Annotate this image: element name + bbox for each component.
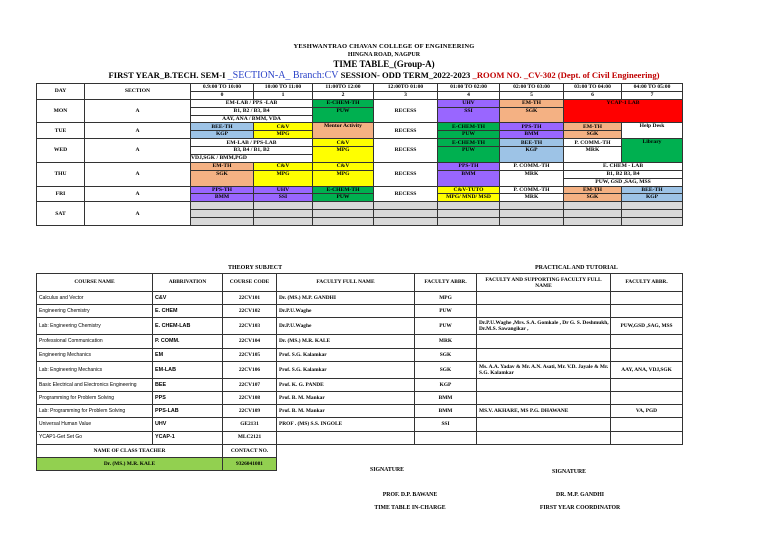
course-abbr: UHV	[153, 418, 223, 431]
course-row	[37, 318, 683, 335]
practical-abbr	[611, 431, 683, 444]
sat-slot1	[254, 202, 313, 210]
course-code: 22CV108	[223, 391, 277, 404]
page-title: TIME TABLE_(Group-A)	[333, 59, 435, 69]
mon-slot67: YCAP-1 LAB	[564, 99, 683, 123]
course-name-header: COURSE NAME	[37, 274, 153, 292]
practical-abbr	[611, 348, 683, 361]
course-code: 22CV104	[223, 335, 277, 348]
wed-slot5-fac: KGP	[500, 147, 564, 163]
mon-slot2: E-CHEM-TH	[313, 99, 374, 107]
practical-faculty: Dr.P.U.Waghe ,Mrs. S.A. Gomkale , Dr G. S. Deshmukh, Dr.M.S. Sawangikar ,	[477, 318, 611, 335]
fri-slot1-fac: SSI	[254, 194, 313, 202]
fri-slot7-fac: KGP	[622, 194, 683, 202]
faculty-abbr: BMM	[415, 391, 477, 404]
class-teacher-name: Dr. (MS.) M.R. KALE	[37, 457, 223, 470]
course-code: MLC2121	[223, 431, 277, 444]
col-day: DAY	[37, 84, 85, 100]
col-t6: 03:00 TO 04:00	[564, 84, 622, 92]
col-t4: 01:00 TO 02:00	[438, 84, 500, 92]
col-t2: 11:00TO 12:00	[313, 84, 374, 92]
course-name: Engineering Mechanics	[37, 348, 153, 361]
mon-slot2-fac: PUW	[313, 107, 374, 123]
thu-slot0-fac: SGK	[191, 170, 254, 186]
tue-slot5: PPS-TH	[500, 123, 564, 131]
course-abbr: C&V	[153, 292, 223, 305]
faculty-abbr: PUW	[415, 305, 477, 318]
course-row	[37, 431, 683, 444]
course-abbr: E. CHEM	[153, 305, 223, 318]
fri-slot4-fac: MPG/ MND/ MSD	[438, 194, 500, 202]
tue-recess: RECESS	[374, 123, 438, 139]
col-n7: 7	[622, 91, 683, 99]
signature-label-2: SIGNATURE	[552, 469, 587, 475]
day-sat: SAT	[37, 202, 85, 226]
wed-lab-batches: B3, B4 / B1, B2	[191, 147, 313, 155]
section-thu: A	[85, 162, 191, 186]
faculty-abbr-header: FACULTY ABBR.	[415, 274, 477, 292]
tue-slot5-fac: BMM	[500, 131, 564, 139]
practical-faculty: Ms. A.A. Yadav & Mr. A.N. Asati, Mr. V.D. Jayale & Mr. S.G. Kalamkar	[477, 361, 611, 378]
course-row	[37, 292, 683, 305]
faculty-name: Prof. K. G. PANDE	[277, 378, 415, 391]
fri-slot0: PPS-TH	[191, 186, 254, 194]
course-name: Lab: Engineering Chemistry	[37, 318, 153, 335]
tue-slot6-fac: SGK	[564, 131, 622, 139]
practical-faculty	[477, 391, 611, 404]
thu-slot1: C&V	[254, 162, 313, 170]
course-name: Lab: Engineering Mechanics	[37, 361, 153, 378]
course-abbr: PPS	[153, 391, 223, 404]
practical-abbr	[611, 305, 683, 318]
subtitle-section: _SECTION-A_ Branch:CV	[227, 70, 339, 81]
col-n0: 0	[191, 91, 254, 99]
wed-slot6: P. COMM.-TH	[564, 139, 622, 147]
col-t1: 10:00 TO 11:00	[254, 84, 313, 92]
mon-slot5: EM-TH	[500, 99, 564, 107]
faculty-abbr: MRK	[415, 335, 477, 348]
coordinator-role: FIRST YEAR COORDINATOR	[539, 505, 621, 511]
tue-slot2: Mentor Activity	[313, 123, 374, 139]
faculty-abbr: PUW	[415, 318, 477, 335]
day-fri: FRI	[37, 186, 85, 202]
mon-recess: RECESS	[374, 99, 438, 123]
fri-slot7: BEE-TH	[622, 186, 683, 194]
fri-slot2-fac: PUW	[313, 194, 374, 202]
sat-slot0	[191, 202, 254, 210]
thu-slot4-fac: BMM	[438, 170, 500, 186]
col-t0: 0.9:00 TO 10:00	[191, 84, 254, 92]
col-n5: 5	[500, 91, 564, 99]
tue-slot6: EM-TH	[564, 123, 622, 131]
course-name: Basic Electrical and Electronics Engineering	[37, 378, 153, 391]
course-abbr: PPS-LAB	[153, 405, 223, 418]
course-code: 22CV103	[223, 318, 277, 335]
timetable-grid	[36, 83, 683, 226]
signature-label-1: SIGNATURE	[370, 467, 405, 473]
sat-slot5	[500, 202, 564, 210]
practical-abbr	[611, 292, 683, 305]
wed-slot2: C&V	[313, 139, 374, 147]
course-row	[37, 305, 683, 318]
faculty-abbr: KGP	[415, 378, 477, 391]
col-n6: 6	[564, 91, 622, 99]
practical-faculty	[477, 431, 611, 444]
col-t7: 04:00 TO 05:00	[622, 84, 683, 92]
thu-slot5-fac: MRK	[500, 170, 564, 186]
fri-recess: RECESS	[374, 186, 438, 202]
mon-lab-batches: B1, B2 / B3, B4	[191, 107, 313, 115]
faculty-name: Dr.P.U.Waghe	[277, 318, 415, 335]
code-header: COURSE CODE	[223, 274, 277, 292]
faculty-abbr: BMM	[415, 405, 477, 418]
section-mon: A	[85, 99, 191, 123]
col-n1: 1	[254, 91, 313, 99]
tue-slot4: E-CHEM-TH	[438, 123, 500, 131]
fri-slot5-fac: MRK	[500, 194, 564, 202]
practical-faculty	[477, 348, 611, 361]
fri-slot0-fac: BMM	[191, 194, 254, 202]
coordinator-name: DR. M.P. GANDHI	[556, 492, 604, 498]
practical-abbr	[611, 391, 683, 404]
class-teacher-label: NAME OF CLASS TEACHER	[37, 444, 223, 457]
practical-abbr-header: FACULTY ABBR.	[611, 274, 683, 292]
theory-subject-label: THEORY SUBJECT	[228, 265, 283, 271]
course-row	[37, 405, 683, 418]
faculty-name: Dr. (MS.) M.P. GANDHI	[277, 292, 415, 305]
course-abbr: P. COMM.	[153, 335, 223, 348]
practical-faculty-header: FACULTY AND SUPPORTING FACULTY FULL NAME	[477, 274, 611, 292]
sat-slot6	[564, 202, 622, 210]
col-t5: 02:00 TO 03:00	[500, 84, 564, 92]
sat-slot7	[622, 202, 683, 210]
course-code: 22CV102	[223, 305, 277, 318]
thu-slot4: PPS-TH	[438, 162, 500, 170]
day-mon: MON	[37, 99, 85, 123]
contact-label: CONTACT NO.	[223, 444, 277, 457]
course-code: GE2131	[223, 418, 277, 431]
course-abbr: E. CHEM-LAB	[153, 318, 223, 335]
wed-recess: RECESS	[374, 139, 438, 163]
incharge-role: TIME TABLE IN-CHARGE	[374, 505, 446, 511]
section-fri: A	[85, 186, 191, 202]
tue-slot1-fac: MPG	[254, 131, 313, 139]
mon-slot4: UHV	[438, 99, 500, 107]
wed-lab-fac: VDJ,SGK / BMM,PGD	[191, 155, 313, 163]
course-name: Programming for Problem Solving	[37, 391, 153, 404]
college-address: HINGNA ROAD, NAGPUR	[347, 52, 421, 58]
course-code: 22CV109	[223, 405, 277, 418]
subtitle-year: FIRST YEAR_B.TECH. SEM-I	[108, 70, 228, 80]
col-t3: 12:00TO 01:00	[374, 84, 438, 92]
course-abbr: EM-LAB	[153, 361, 223, 378]
thu-lab-batches: B1, B2 B3, B4	[564, 170, 683, 178]
practical-abbr	[611, 418, 683, 431]
col-n2: 2	[313, 91, 374, 99]
col-n4: 4	[438, 91, 500, 99]
course-name: Calculus and Vector	[37, 292, 153, 305]
course-name: Professional Communication	[37, 335, 153, 348]
subtitle-session: SESSION- ODD TERM_2022-2023	[338, 70, 473, 80]
practical-faculty	[477, 335, 611, 348]
tue-slot1: C&V	[254, 123, 313, 131]
practical-abbr	[611, 378, 683, 391]
practical-abbr: VA, PGD	[611, 405, 683, 418]
wed-slot7: Library	[622, 139, 683, 163]
course-row	[37, 378, 683, 391]
section-tue: A	[85, 123, 191, 139]
course-name: Universal Human Value	[37, 418, 153, 431]
wed-slot4-fac: PUW	[438, 147, 500, 163]
college-name: YESHWANTRAO CHAVAN COLLEGE OF ENGINEERING	[293, 43, 475, 50]
faculty-name	[277, 431, 415, 444]
thu-recess: RECESS	[374, 162, 438, 186]
abbr-header: ABBRIVATION	[153, 274, 223, 292]
faculty-abbr: SGK	[415, 361, 477, 378]
practical-faculty	[477, 305, 611, 318]
course-name: YCAP1-Get Set Go	[37, 431, 153, 444]
practical-faculty	[477, 418, 611, 431]
course-row	[37, 361, 683, 378]
wed-slot4: E-CHEM-TH	[438, 139, 500, 147]
thu-slot1-fac: MPG	[254, 170, 313, 186]
mon-slot4-fac: SSI	[438, 107, 500, 123]
section-wed: A	[85, 139, 191, 163]
course-table	[36, 273, 683, 471]
fri-slot4: C&V-TUTO	[438, 186, 500, 194]
section-sat: A	[85, 202, 191, 226]
course-name: Lab: Programming for Problem Solving	[37, 405, 153, 418]
tue-slot4-fac: PUW	[438, 131, 500, 139]
fri-slot6: EM-TH	[564, 186, 622, 194]
faculty-abbr: SSI	[415, 418, 477, 431]
course-row	[37, 391, 683, 404]
course-row	[37, 348, 683, 361]
practical-abbr: PUW,GSD ,SAG, MSS	[611, 318, 683, 335]
thu-slot0: EM-TH	[191, 162, 254, 170]
practical-abbr	[611, 335, 683, 348]
thu-lab: E. CHEM - LAB	[564, 162, 683, 170]
contact-number: 9326041081	[223, 457, 277, 470]
faculty-header: FACULTY FULL NAME	[277, 274, 415, 292]
faculty-name: Prof. B. M. Mankar	[277, 405, 415, 418]
course-row	[37, 418, 683, 431]
practical-label: PRACTICAL AND TUTORIAL	[535, 265, 618, 271]
thu-slot5: P. COMM.-TH	[500, 162, 564, 170]
mon-lab-fac: AAY, ANA / BMM, VDA	[191, 115, 313, 123]
col-section: SECTION	[85, 84, 191, 100]
practical-abbr: AAY, ANA, VDJ,SGK	[611, 361, 683, 378]
mon-slot5-fac: SGK	[500, 107, 564, 123]
course-abbr: BEE	[153, 378, 223, 391]
course-name: Engineering Chemistry	[37, 305, 153, 318]
practical-faculty: MS.V. AKHARE, MS P.G. DHAWANE	[477, 405, 611, 418]
fri-slot2: E-CHEM-TH	[313, 186, 374, 194]
incharge-name: PROF. D.P. BAWANE	[382, 492, 438, 498]
faculty-name: Prof. S.G. Kalamkar	[277, 348, 415, 361]
day-wed: WED	[37, 139, 85, 163]
course-row	[37, 335, 683, 348]
faculty-abbr	[415, 431, 477, 444]
faculty-name: Dr.P.U.Waghe	[277, 305, 415, 318]
faculty-name: Prof. S.G. Kalamkar	[277, 361, 415, 378]
timetable-subtitle	[0, 70, 768, 81]
fri-slot6-fac: SGK	[564, 194, 622, 202]
faculty-abbr: MPG	[415, 292, 477, 305]
wed-slot2-fac: MPG	[313, 147, 374, 163]
sat-slot3	[374, 202, 438, 210]
faculty-name: Dr. (MS.) M.R. KALE	[277, 335, 415, 348]
faculty-name: PROF . (MS) S.S. INGOLE	[277, 418, 415, 431]
course-code: 22CV107	[223, 378, 277, 391]
fri-slot5: P. COMM.-TH	[500, 186, 564, 194]
course-abbr: YCAP-1	[153, 431, 223, 444]
wed-slot6-fac: MRK	[564, 147, 622, 163]
day-tue: TUE	[37, 123, 85, 139]
tue-slot0-fac: KGP	[191, 131, 254, 139]
mon-lab: EM-LAB / PPS -LAB	[191, 99, 313, 107]
course-code: 22CV106	[223, 361, 277, 378]
tue-slot7: Help Desk	[622, 123, 683, 139]
day-thu: THU	[37, 162, 85, 186]
wed-slot5: BEE-TH	[500, 139, 564, 147]
practical-faculty	[477, 292, 611, 305]
tue-slot0: BEE-TH	[191, 123, 254, 131]
thu-lab-fac: PUW, GSD ,SAG, MSS	[564, 178, 683, 186]
faculty-name: Prof. B. M. Mankar	[277, 391, 415, 404]
sat-slot2	[313, 202, 374, 210]
faculty-abbr: SGK	[415, 348, 477, 361]
course-abbr: EM	[153, 348, 223, 361]
practical-faculty	[477, 378, 611, 391]
subtitle-room: _ROOM NO. _CV-302 (Dept. of Civil Engineering)	[472, 70, 660, 80]
thu-slot2: C&V	[313, 162, 374, 170]
fri-slot1: UHV	[254, 186, 313, 194]
sat-slot4	[438, 202, 500, 210]
course-code: 22CV105	[223, 348, 277, 361]
course-code: 22CV101	[223, 292, 277, 305]
col-n3: 3	[374, 91, 438, 99]
wed-lab: EM-LAB / PPS-LAB	[191, 139, 313, 147]
thu-slot2-fac: MPG	[313, 170, 374, 186]
